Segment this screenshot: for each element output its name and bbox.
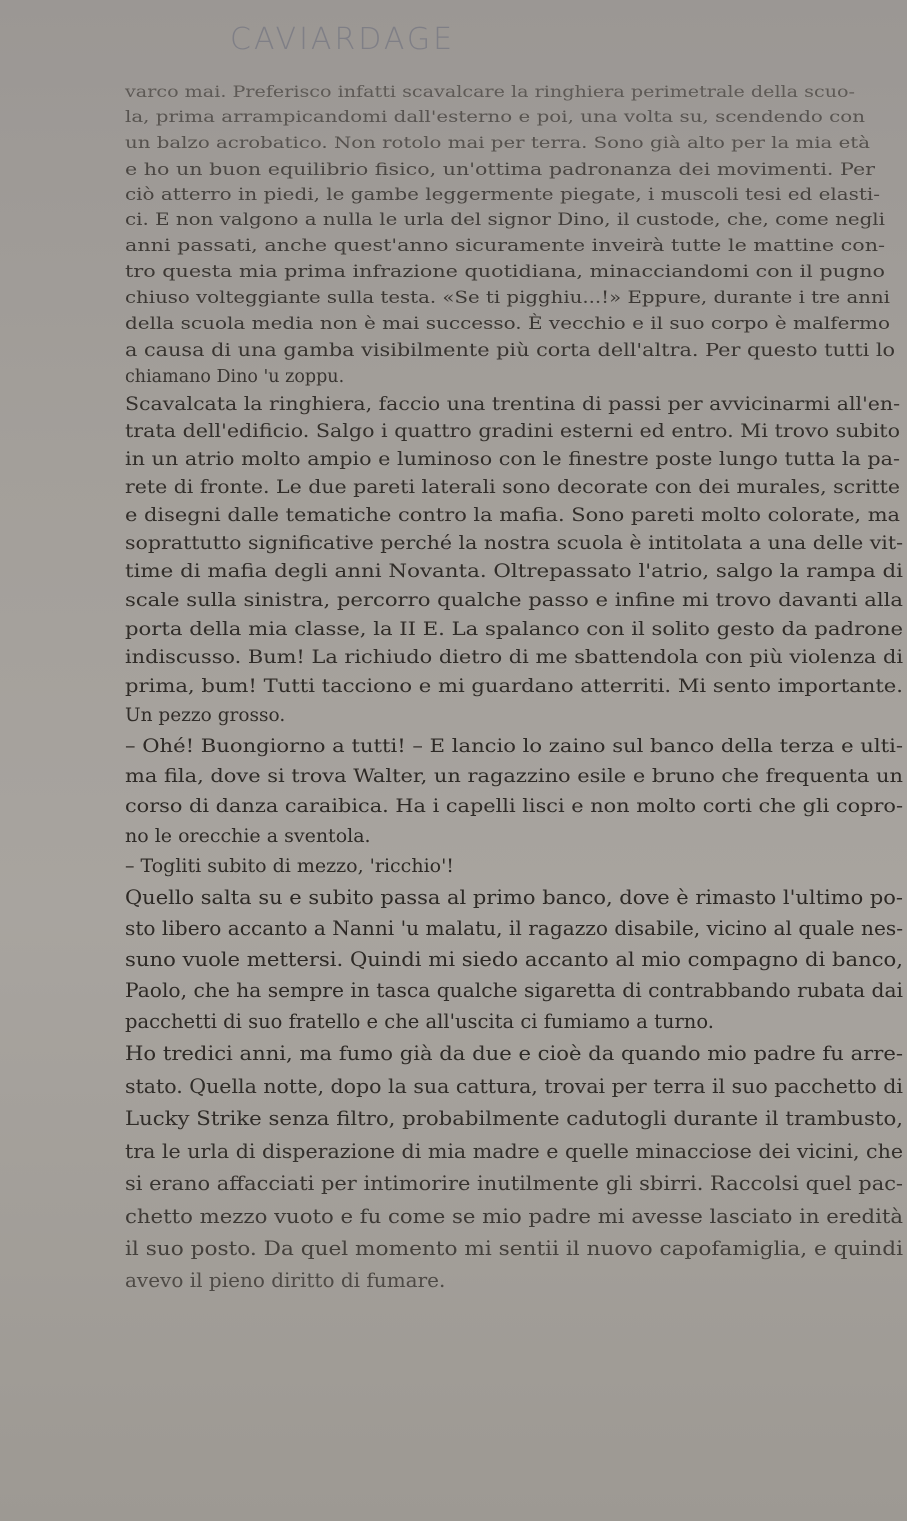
text-line: Un pezzo grosso. bbox=[125, 705, 286, 726]
text-line: ci. E non valgono a nulla le urla del signor Dino, il custode, che, come negli bbox=[125, 210, 885, 230]
text-line: a causa di una gamba visibilmente più corta dell'altra. Per questo tutti lo bbox=[125, 341, 895, 361]
text-line: – Ohé! Buongiorno a tutti! – E lancio lo zaino sul banco della terza e ulti- bbox=[125, 735, 903, 757]
text-line: Ho tredici anni, ma fumo già da due e cioè da quando mio padre fu arre- bbox=[125, 1041, 903, 1065]
text-line: indiscusso. Bum! La richiudo dietro di me sbattendola con più violenza di bbox=[125, 647, 903, 668]
text-line: porta della mia classe, la II E. La spalanco con il solito gesto da padrone bbox=[125, 619, 903, 640]
text-line: pacchetti di suo fratello e che all'uscita ci fumiamo a turno. bbox=[125, 1010, 714, 1033]
text-line: avevo il pieno diritto di fumare. bbox=[125, 1268, 446, 1292]
text-line: chiuso volteggiante sulla testa. «Se ti pigghiu...!» Eppure, durante i tre anni bbox=[125, 288, 891, 308]
text-line: Lucky Strike senza filtro, probabilmente cadutogli durante il trambusto, bbox=[125, 1106, 903, 1130]
text-line: sto libero accanto a Nanni 'u malatu, il ragazzo disabile, vicino al quale nes- bbox=[125, 917, 903, 940]
text-line: corso di danza caraibica. Ha i capelli lisci e non molto corti che gli copro- bbox=[125, 795, 903, 817]
text-line: tra le urla di disperazione di mia madre e quelle minacciose dei vicini, che bbox=[125, 1139, 903, 1163]
text-line: soprattutto significative perché la nostra scuola è intitolata a una delle vit- bbox=[125, 533, 903, 554]
text-line: ciò atterro in piedi, le gambe leggermente piegate, i muscoli tesi ed elasti- bbox=[125, 185, 880, 204]
text-line: la, prima arrampicandomi dall'esterno e poi, una volta su, scendendo con bbox=[125, 108, 865, 126]
text-line: della scuola media non è mai successo. È vecchio e il suo corpo è malfermo bbox=[125, 314, 890, 334]
text-line: chiamano Dino 'u zoppu. bbox=[125, 367, 345, 387]
text-line: Paolo, che ha sempre in tasca qualche sigaretta di contrabbando rubata dai bbox=[125, 979, 904, 1002]
text-line: in un atrio molto ampio e luminoso con le finestre poste lungo tutta la pa- bbox=[125, 449, 900, 470]
handwritten-title: CAVIARDAGE bbox=[230, 22, 456, 57]
text-line: e disegni dalle tematiche contro la mafia. Sono pareti molto colorate, ma bbox=[125, 505, 900, 526]
text-line: scale sulla sinistra, percorro qualche passo e infine mi trovo davanti alla bbox=[125, 590, 904, 611]
text-line: rete di fronte. Le due pareti laterali sono decorate con dei murales, scritte bbox=[125, 477, 900, 498]
text-line: il suo posto. Da quel momento mi sentii il nuovo capofamiglia, e quindi bbox=[125, 1236, 903, 1260]
text-line: – Togliti subito di mezzo, 'ricchio'! bbox=[125, 855, 454, 877]
text-line: si erano affacciati per intimorire inutilmente gli sbirri. Raccolsi quel pac- bbox=[125, 1171, 903, 1195]
text-line: tro questa mia prima infrazione quotidiana, minacciandomi con il pugno bbox=[125, 262, 886, 282]
text-line: ma fila, dove si trova Walter, un ragazzino esile e bruno che frequenta un bbox=[125, 765, 903, 787]
text-line: suno vuole mettersi. Quindi mi siedo accanto al mio compagno di banco, bbox=[125, 948, 903, 971]
text-line: prima, bum! Tutti tacciono e mi guardano atterriti. Mi sento importante. bbox=[125, 676, 903, 697]
text-line: no le orecchie a sventola. bbox=[125, 825, 371, 847]
text-line: varco mai. Preferisco infatti scavalcare la ringhiera perimetrale della scuo- bbox=[125, 83, 856, 101]
text-line: chetto mezzo vuoto e fu come se mio padre mi avesse lasciato in eredità bbox=[125, 1204, 903, 1228]
text-line: Quello salta su e subito passa al primo banco, dove è rimasto l'ultimo po- bbox=[125, 886, 903, 909]
text-line: stato. Quella notte, dopo la sua cattura, trovai per terra il suo pacchetto di bbox=[125, 1074, 903, 1098]
text-line: e ho un buon equilibrio fisico, un'ottima padronanza dei movimenti. Per bbox=[125, 160, 875, 179]
text-line: Scavalcata la ringhiera, faccio una trentina di passi per avvicinarmi all'en- bbox=[125, 394, 900, 415]
text-line: un balzo acrobatico. Non rotolo mai per terra. Sono già alto per la mia età bbox=[125, 134, 870, 152]
text-line: time di mafia degli anni Novanta. Oltrepassato l'atrio, salgo la rampa di bbox=[125, 561, 904, 582]
text-line: anni passati, anche quest'anno sicuramente inveirà tutte le mattine con- bbox=[125, 236, 885, 256]
text-line: trata dell'edificio. Salgo i quattro gradini esterni ed entro. Mi trovo subito bbox=[125, 421, 901, 442]
